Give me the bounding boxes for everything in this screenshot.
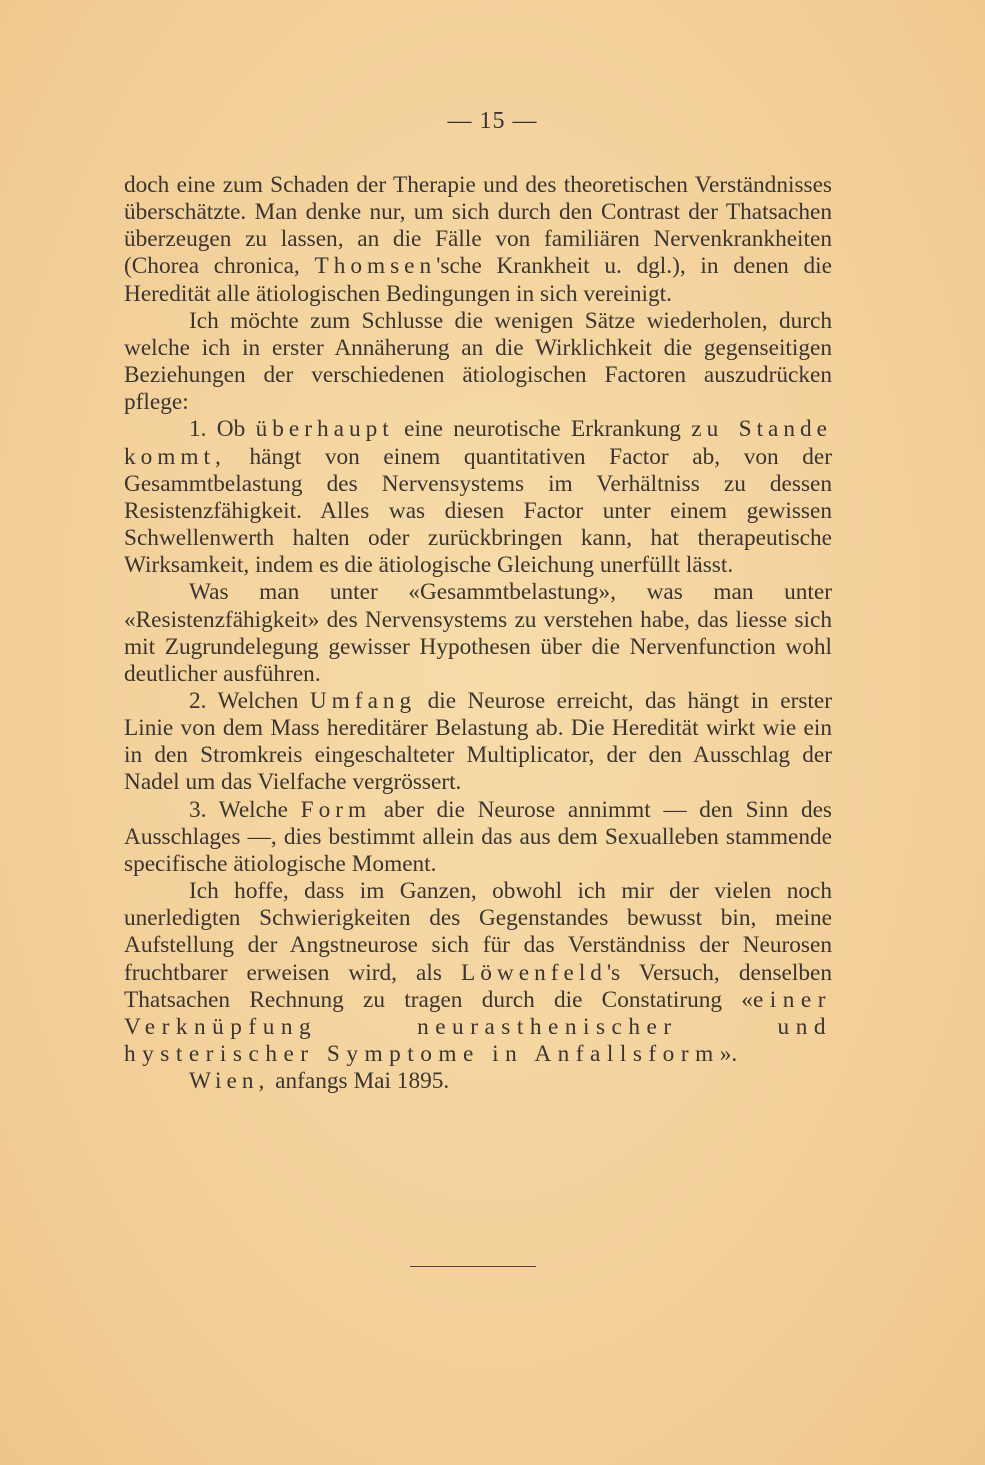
paragraph-7-mid: 's Versuch, denselben Thatsachen Rechnung zu tragen durch die Constatirung « [124, 959, 832, 1013]
paragraph-1-text: doch eine zum Schaden der Therapie und des theoretischen Verständnisses überschätzte. Man denke nur, um sich durch den Contrast der Thatsachen überzeugen zu lassen, an die Fälle von familiären Nervenkrankheiten (Chorea chronica, [124, 172, 832, 280]
point-2-rest: die Neurose erreicht, das hängt in erster Linie von dem Mass hereditärer Belastung ab. Die Heredität wirkt wie ein in den Stromkreis eingeschalteter Multiplicator, der den Ausschlag der Nadel um das Vielfache vergrössert. [124, 687, 833, 796]
point-2-number: 2. Welchen [189, 687, 299, 714]
point-3-rest: aber die Neurose annimmt — den Sinn des Ausschlages —, dies bestimmt allein das aus dem Sexualleben stammende specifische ätiologische Moment. [124, 796, 833, 877]
point-1-rest: hängt von einem quantitativen Factor ab, von der Gesammtbelastung des Nervensystems im Verhältniss zu dessen Resistenzfähigkeit. Alles was diesen Factor unter einem gewissen Schwellenwerth halten oder zurückbringen kann, hat therapeutische Wirksamkeit, indem es die ätiologische Gleichung unerfüllt lässt. [124, 443, 832, 579]
page-number: — 15 — [447, 108, 538, 134]
point-1-emphasis-2: zu Stande kommt, [124, 416, 833, 470]
point-3-number: 3. Welche [189, 796, 288, 823]
author-name-loewenfeld: Löwenfeld [461, 959, 607, 986]
paragraph-1 [124, 172, 832, 308]
paragraph-7 [124, 878, 832, 1068]
paragraph-1-rest: 'sche Krankheit u. dgl.), in denen die Heredität alle ätiologischen Bedingungen in sich vereinigt. [124, 253, 832, 307]
paragraph-3 [124, 416, 832, 579]
paragraph-5 [124, 688, 832, 797]
paragraph-6 [124, 797, 832, 878]
point-1-number: 1. Ob [189, 416, 246, 443]
quoted-emphasis: einer Verknüpfung neurasthenischer und hysterischer Symptome in Anfallsform [124, 986, 832, 1067]
signature-line [124, 1068, 832, 1095]
paragraph-7-text: Ich hoffe, dass im Ganzen, obwohl ich mir der vielen noch unerledigten Schwierigkeiten des Gegenstandes bewusst bin, meine Aufstellung der Angstneurose sich für das Verständniss der Neurosen fruchtbarer erweisen wird, als [124, 878, 832, 986]
body-text [124, 172, 832, 1095]
paragraph-7-end: ». [719, 1041, 738, 1067]
point-1-emphasis-1: überhaupt [255, 416, 394, 443]
signature-date: anfangs Mai 1895. [275, 1068, 450, 1095]
author-name-thomsen: Thomsen [314, 253, 437, 280]
point-1-text: eine neurotische Erkrankung [404, 416, 681, 443]
paragraph-4: Was man unter «Gesammtbelastung», was man unter «Resistenzfähigkeit» des Nervensystems zu verstehen habe, das liesse sich mit Zugrundelegung gewisser Hypothesen über die Nervenfunction wohl deutlicher ausführen. [124, 579, 832, 687]
paragraph-2: Ich möchte zum Schlusse die wenigen Sätze wiederholen, durch welche ich in erster Annäherung an die Wirklichkeit die gegenseitigen Beziehungen der verschiedenen ätiologischen Factoren auszudrücken pflege: [124, 307, 832, 416]
point-2-emphasis: Umfang [309, 687, 417, 714]
signature-place: Wien, [189, 1068, 270, 1095]
end-rule [410, 1266, 536, 1267]
point-3-emphasis: Form [300, 796, 372, 823]
